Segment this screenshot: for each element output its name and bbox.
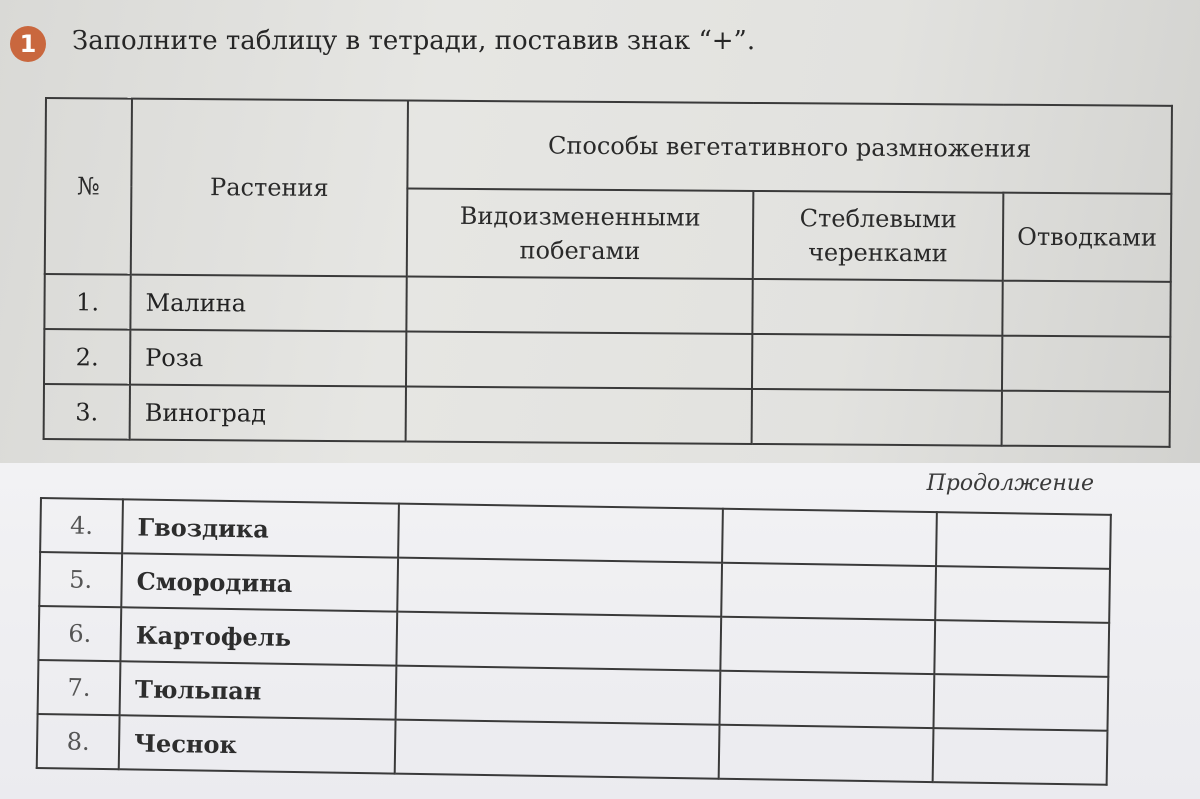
row-plant: Гвоздика — [122, 499, 399, 557]
task-instruction: Заполните таблицу в тетради, поставив знак “+”. — [72, 26, 756, 56]
header-number: № — [45, 98, 132, 275]
empty-cell — [936, 512, 1111, 569]
row-plant: Чеснок — [119, 715, 396, 773]
empty-cell — [752, 334, 1002, 391]
header-modified-shoots: Видоизмененными побегами — [407, 189, 754, 279]
empty-cell — [1002, 281, 1170, 337]
empty-cell — [398, 504, 723, 563]
row-number: 7. — [38, 660, 121, 715]
empty-cell — [406, 332, 752, 389]
row-plant: Виноград — [130, 385, 406, 442]
empty-cell — [396, 612, 721, 671]
row-plant: Малина — [130, 275, 406, 332]
header-layering: Отводками — [1003, 193, 1172, 282]
table-row — [44, 329, 1170, 392]
task-number-badge: 1 — [10, 26, 46, 62]
empty-cell — [933, 674, 1108, 731]
row-number: 2. — [44, 329, 130, 385]
table-row — [44, 274, 1170, 337]
empty-cell — [406, 277, 752, 334]
empty-cell — [934, 620, 1109, 677]
header-stem-cuttings: Стеблевыми черенками — [753, 191, 1004, 281]
empty-cell — [722, 509, 937, 566]
empty-cell — [752, 389, 1002, 446]
empty-cell — [1002, 336, 1170, 392]
row-number: 8. — [37, 714, 120, 769]
vegetative-propagation-table-continued — [36, 497, 1112, 786]
empty-cell — [933, 728, 1108, 785]
header-plants: Растения — [131, 99, 408, 277]
row-number: 4. — [40, 498, 123, 553]
empty-cell — [397, 558, 722, 617]
row-number: 3. — [44, 384, 130, 440]
continued-label: Продолжение — [926, 471, 1094, 496]
table-row — [44, 384, 1170, 447]
row-plant: Смородина — [121, 553, 398, 611]
row-plant: Роза — [130, 330, 406, 387]
empty-cell — [720, 617, 935, 674]
empty-cell — [752, 279, 1002, 336]
empty-cell — [1002, 391, 1170, 447]
empty-cell — [396, 666, 721, 725]
row-number: 5. — [39, 552, 122, 607]
empty-cell — [721, 563, 936, 620]
vegetative-propagation-table — [43, 97, 1173, 448]
row-plant: Тюльпан — [120, 661, 397, 719]
empty-cell — [395, 720, 720, 779]
empty-cell — [935, 566, 1110, 623]
empty-cell — [720, 671, 935, 728]
empty-cell — [406, 387, 752, 444]
row-plant: Картофель — [120, 607, 397, 665]
row-number: 6. — [38, 606, 121, 661]
empty-cell — [719, 725, 934, 782]
header-propagation-methods: Способы вегетативного размножения — [407, 101, 1172, 194]
row-number: 1. — [44, 274, 130, 330]
